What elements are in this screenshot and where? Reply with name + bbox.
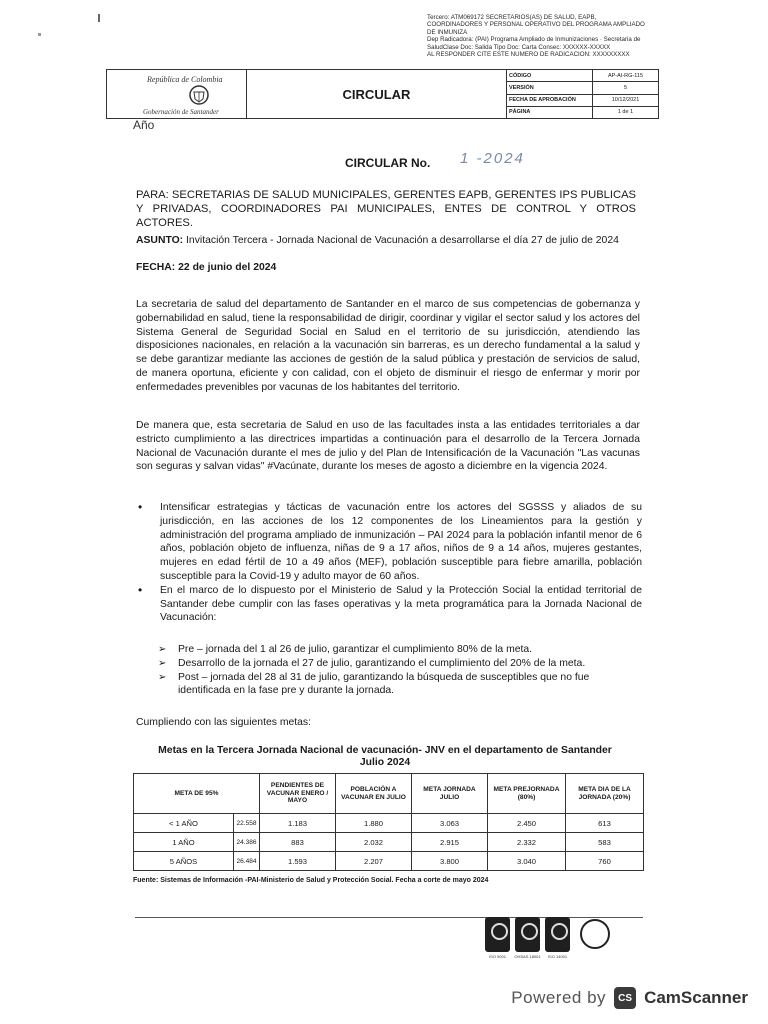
- certification-label: OHSAS 18001: [514, 954, 541, 959]
- meta-row: [507, 95, 658, 107]
- table-cell: 3.040: [488, 852, 566, 871]
- header-title: CIRCULAR: [247, 70, 507, 118]
- meta-value: 1 de 1: [617, 109, 634, 116]
- icontec-icon: [545, 917, 570, 952]
- meta-key: CÓDIGO: [507, 70, 593, 81]
- bullet-icon: •: [138, 582, 143, 597]
- bullet-text: En el marco de lo dispuesto por el Ministerio de Salud y la Protección Social la entidad territorial de Santander debe cumplir con las fases operativas y la meta programática para la Jornada Nacional de Vacunación:: [160, 584, 642, 624]
- iqnet-icon: [580, 919, 610, 949]
- circular-number: 1 -2024: [460, 150, 525, 167]
- bullet-icon: •: [138, 500, 143, 514]
- table-cell: 583: [566, 833, 644, 852]
- phase-text: Desarrollo de la jornada el 27 de julio, garantizando el cumplimiento del 20% de la meta.: [178, 657, 586, 669]
- table-cell: 883: [260, 833, 336, 852]
- phase-text: Post – jornada del 28 al 31 de julio, garantizando la búsqueda de susceptibles que no fue identificada en la fase pre y durante la jornada.: [178, 671, 590, 697]
- table-cell: 22.558: [234, 814, 260, 833]
- circular-number-label: CIRCULAR No.: [345, 156, 431, 170]
- logo-line2: Gobernación de Santander: [143, 108, 219, 116]
- table-cell: 5 AÑOS: [134, 852, 234, 871]
- recipients: PARA: SECRETARIAS DE SALUD MUNICIPALES, GERENTES EAPB, GERENTES IPS PUBLICAS Y PRIVADAS, COORDINADORES PAI MUNICIPALES, ENTES DE CONTROL Y OTROS ACTORES.: [136, 189, 636, 229]
- icontec-icon: [485, 917, 510, 952]
- table-cell: < 1 AÑO: [134, 814, 234, 833]
- powered-by-text: Powered by: [511, 988, 607, 1007]
- phase-text: Pre – jornada del 1 al 26 de julio, garantizar el cumplimiento 80% de la meta.: [178, 644, 533, 655]
- filing-stamp: [427, 14, 757, 58]
- camscanner-watermark: [511, 987, 748, 1009]
- table-header: META PREJORNADA (80%): [488, 774, 566, 814]
- paragraph-2: De manera que, esta secretaria de Salud en uso de las facultades insta a las entidades territoriales a dar estricto cumplimiento a las directrices impartidas a continuación para el desarrollo de la Tercera Jornada Nacional de Vacunación durante el mes de julio y del Plan de Intensificación de la Vacunación "Las vacunas son seguras y salvan vidas" #Vacúnate, durante los meses de agosto a diciembre en la vigencia 2024.: [136, 420, 640, 473]
- table-header: PENDIENTES DE VACUNAR ENERO / MAYO: [260, 774, 336, 814]
- list-item: [136, 501, 642, 584]
- subject-label: ASUNTO:: [136, 235, 184, 246]
- coat-of-arms-icon: [188, 84, 210, 106]
- date-line: FECHA: 22 de junio del 2024: [136, 262, 277, 273]
- year-label: Año: [133, 118, 155, 132]
- stamp-line: Tercero: ATM069172 SECRETARIOS(AS) DE SALUD, EAPB,: [427, 14, 597, 21]
- arrow-bullet-icon: ➢: [158, 657, 167, 669]
- table-row: [134, 833, 644, 852]
- table-cell: 613: [566, 814, 644, 833]
- table-cell: 1.183: [260, 814, 336, 833]
- paragraph-1: La secretaria de salud del departamento de Santander en el marco de sus competencias de gobernanza y gobernabilidad en salud, tiene la responsabilidad de dirigir, coordinar y vigilar el sector salud y los actores del Sistema General de Seguridad Social en Salud en el territorio de su jurisdicción, atendiendo las disposiciones nacionales, en relación a la vacunación sin barreras, es un derecho fundamental a la salud y se debe garantizar mediante las acciones de gestión de la salud pública y prestación de servicios de salud, de manera oportuna, eficiente y con calidad, con el objeto de disminuir el riesgo de enfermar y morir por enfermedades prevenibles por vacunas de los habitantes del territorio.: [136, 299, 640, 393]
- table-title-line1: Metas en la Tercera Jornada Nacional de vacunación- JNV en el departamento de Santander: [158, 745, 612, 756]
- camscanner-brand: CamScanner: [644, 988, 748, 1007]
- table-header: META DE 95%: [134, 774, 260, 814]
- table-cell: 26.484: [234, 852, 260, 871]
- certification-badge: [484, 917, 511, 977]
- subject-line: [136, 235, 619, 246]
- meta-key: PÁGINA: [507, 107, 593, 118]
- bullet-text: Intensificar estrategias y tácticas de vacunación entre los actores del SGSSS y aliados de su jurisdicción, en las acciones de los 12 componentes de los Lineamientos para la gestión y administración del programa ampliado de inmunización – PAI 2024 para la población infantil menor de 6 años, población objeto de influenza, niñas de 9 a 17 años, niños de 9 a 14 años, mujeres gestantes, mujeres en edad fértil de 10 a 49 años (MEF), población susceptible para fiebre amarilla, población susceptible para la Covid-19 y adulto mayor de 60 años.: [160, 502, 642, 582]
- meta-row: [507, 82, 658, 94]
- table-cell: 2.032: [336, 833, 412, 852]
- icontec-icon: [515, 917, 540, 952]
- stamp-line: COORDINADORES Y PERSONAL OPERATIVO DEL PROGRAMA AMPLIADO: [427, 21, 645, 29]
- meta-key: VERSIÓN: [507, 82, 593, 93]
- table-header: META JORNADA JULIO: [412, 774, 488, 814]
- table-title: [120, 745, 650, 769]
- certification-badge: [514, 917, 541, 977]
- arrow-bullet-icon: ➢: [158, 671, 167, 683]
- government-logo: [107, 70, 247, 118]
- table-cell: 2.332: [488, 833, 566, 852]
- meta-value: 5: [623, 84, 628, 91]
- meta-value: 10/12/2021: [611, 97, 640, 104]
- table-header: POBLACIÓN A VACUNAR EN JULIO: [336, 774, 412, 814]
- stamp-line: Dep Radicadora: (PAI) Programa Ampliado de Inmunizaciones · Secretaria de: [427, 36, 641, 44]
- meta-key: FECHA DE APROBACIÓN: [507, 95, 593, 106]
- table-row: [134, 852, 644, 871]
- table-cell: 3.063: [412, 814, 488, 833]
- subject-text: Invitación Tercera - Jornada Nacional de Vacunación a desarrollarse el día 27 de julio de 2024: [186, 235, 619, 246]
- table-cell: 2.207: [336, 852, 412, 871]
- table-cell: 1.593: [260, 852, 336, 871]
- meta-row: [507, 107, 658, 118]
- table-cell: 1.880: [336, 814, 412, 833]
- certification-label: ISO 9001: [489, 954, 506, 959]
- table-cell: 24.386: [234, 833, 260, 852]
- table-source: Fuente: Sistemas de Información -PAI-Ministerio de Salud y Protección Social. Fecha a corte de mayo 2024: [133, 877, 489, 884]
- certification-badge: [544, 917, 571, 977]
- goals-intro: Cumpliendo con las siguientes metas:: [136, 717, 312, 728]
- arrow-bullet-icon: ➢: [158, 644, 167, 655]
- table-cell: 760: [566, 852, 644, 871]
- header-meta: [507, 70, 658, 118]
- scan-mark: [98, 14, 100, 22]
- table-row: [134, 814, 644, 833]
- table-cell: 3.800: [412, 852, 488, 871]
- logo-line1: República de Colombia: [147, 75, 223, 84]
- scan-dot: [38, 33, 41, 36]
- table-cell: 1 AÑO: [134, 833, 234, 852]
- meta-row: [507, 70, 658, 82]
- phase-list: [158, 643, 628, 698]
- bullet-list: [136, 501, 642, 625]
- list-item: [158, 657, 628, 671]
- table-title-line2: Julio 2024: [359, 757, 411, 768]
- stamp-line: DE INMUNIZA: [427, 28, 468, 36]
- table-header-row: [134, 774, 644, 814]
- table-cell: 2.915: [412, 833, 488, 852]
- list-item: [136, 584, 642, 625]
- table-cell: 2.450: [488, 814, 566, 833]
- stamp-line: AL RESPONDER CITE ESTE NUMERO DE RADICACION: XXXXXXXXX: [427, 51, 630, 59]
- stamp-line: SaludClase Doc: Salida Tipo Doc: Carta Consec: XXXXXX-XXXXX: [427, 43, 611, 51]
- list-item: [158, 643, 628, 657]
- goals-table: [133, 773, 644, 871]
- camscanner-icon: CS: [614, 987, 636, 1009]
- meta-value: AP-AI-RG-115: [607, 72, 644, 79]
- document-header: [106, 69, 659, 119]
- list-item: [158, 671, 628, 699]
- certification-logos: [484, 917, 644, 977]
- certification-label: ISO 14001: [547, 954, 568, 959]
- table-header: META DIA DE LA JORNADA (20%): [566, 774, 644, 814]
